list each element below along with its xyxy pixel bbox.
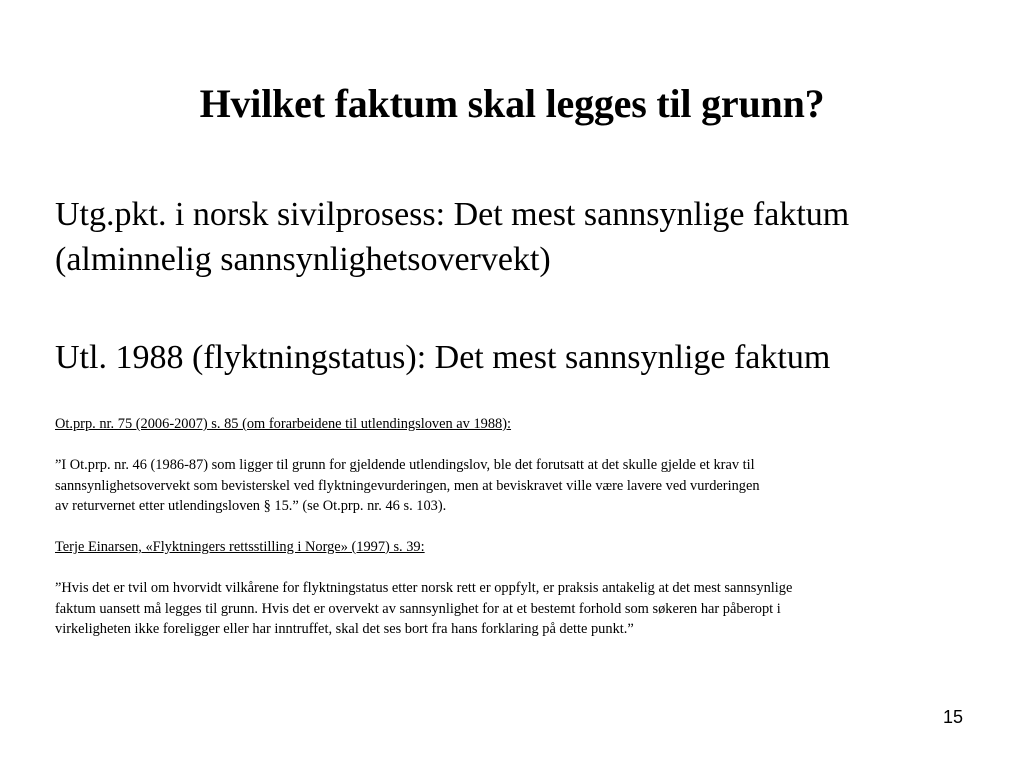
quote-line: ”I Ot.prp. nr. 46 (1986-87) som ligger til grunn for gjeldende utlendingslov, ble det forutsatt at det skulle gjelde et krav til bbox=[55, 457, 755, 473]
slide-title: Hvilket faktum skal legges til grunn? bbox=[199, 81, 825, 126]
flyktningstatus-paragraph bbox=[55, 335, 1015, 380]
quote-otprp bbox=[55, 455, 995, 517]
source-reference-einarsen bbox=[55, 537, 995, 558]
quote-line: virkeligheten ikke foreligger eller har inntruffet, skal det ses bort fra hans forklaring på dette punkt.” bbox=[55, 621, 634, 637]
reference-heading: Terje Einarsen, «Flyktningers rettsstilling i Norge» (1997) s. 39: bbox=[55, 539, 425, 555]
quote-line: sannsynlighetsovervekt som bevisterskel ved flyktningevurderingen, men at beviskravet ville være lavere ved vurderingen bbox=[55, 477, 760, 494]
quote-line: faktum uansett må legges til grunn. Hvis det er overvekt av sannsynlighet for at et bestemt forhold som søkeren har påberopt i bbox=[55, 600, 781, 617]
paragraph-line: (alminnelig sannsynlighetsovervekt) bbox=[55, 241, 551, 278]
quote-line: av returvernet etter utlendingsloven § 15.” (se Ot.prp. nr. 46 s. 103). bbox=[55, 498, 447, 514]
quote-line: ”Hvis det er tvil om hvorvidt vilkårene for flyktningstatus etter norsk rett er oppfylt, er praksis antakelig at det mest sannsynlige bbox=[55, 580, 793, 596]
slide-page-number: 15 bbox=[942, 707, 963, 727]
source-reference-otprp bbox=[55, 414, 995, 435]
quote-einarsen bbox=[55, 578, 995, 640]
paragraph-line: Utg.pkt. i norsk sivilprosess: Det mest sannsynlige faktum bbox=[55, 196, 850, 233]
reference-heading: Ot.prp. nr. 75 (2006-2007) s. 85 (om forarbeidene til utlendingsloven av 1988): bbox=[55, 416, 512, 432]
paragraph-line: Utl. 1988 (flyktningstatus): Det mest sannsynlige faktum bbox=[55, 339, 831, 376]
sivilprosess-paragraph bbox=[55, 192, 1015, 282]
